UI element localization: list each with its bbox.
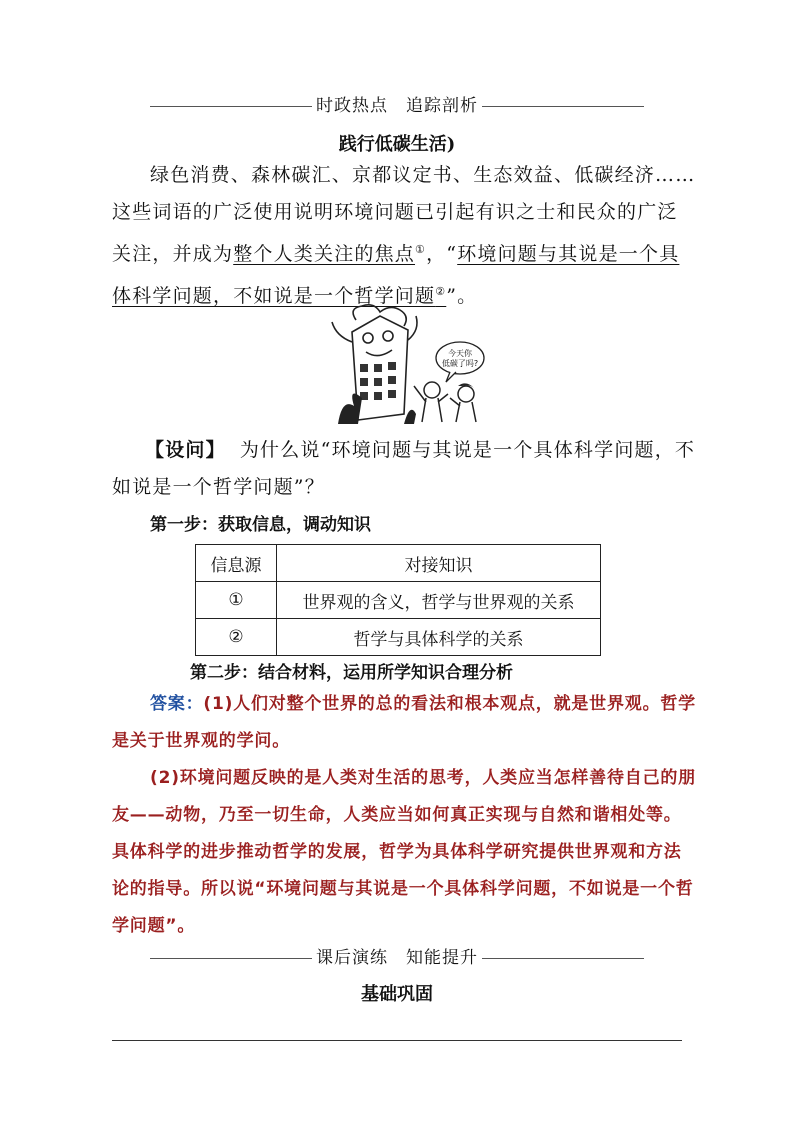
step-2: 第二步：结合材料，运用所学知识合理分析 xyxy=(190,663,513,683)
table-row xyxy=(196,619,601,656)
material-paragraph xyxy=(112,157,697,315)
material-quote: 环境问题与其说是一个具体科学问题，不如说是一个哲学问题② xyxy=(112,243,680,307)
section-title: 基础巩固 xyxy=(361,984,433,1005)
question-paragraph xyxy=(112,432,697,506)
answer-p1-text: (1)人们对整个世界的总的看法和根本观点，就是世界观。哲学是关于世界观的学问。 xyxy=(112,694,696,751)
material-lead: 绿色消费、森林碳汇、京都议定书、生态效益、低碳经济……这些词语的广泛使用说明环境问题已引起有识之士和民众的广泛关注，并成为 xyxy=(112,164,696,265)
answer-p2: (2)环境问题反映的是人类对生活的思考，人类应当怎样善待自己的朋友——动物，乃至一切生命，人类应当如何真正实现与自然和谐相处等。具体科学的进步推动哲学的发展，哲学为具体科学研究提供世界观和方法论的指导。所以说“环境问题与其说是一个具体科学问题，不如说是一个哲学问题”。 xyxy=(112,768,696,936)
table-cell: ② xyxy=(196,619,277,656)
speech-text-line1: 今天你 xyxy=(448,349,472,358)
banner-bottom-text: 课后演练 知能提升 xyxy=(312,948,482,968)
table-header-row xyxy=(196,545,601,582)
table-row xyxy=(196,582,601,619)
step-1: 第一步：获取信息，调动知识 xyxy=(150,515,371,535)
section-banner-bottom xyxy=(0,946,794,970)
table-cell: 世界观的含义，哲学与世界观的关系 xyxy=(277,582,601,619)
material-end: ”。 xyxy=(446,285,478,307)
material-mid: ，“ xyxy=(426,243,458,265)
speech-text-line2: 低碳了吗? xyxy=(441,359,479,368)
section-banner-top xyxy=(0,94,794,118)
answer-p1 xyxy=(112,686,697,760)
material-focus: 整个人类关注的焦点 xyxy=(233,243,416,265)
answer-label: 答案： xyxy=(150,694,204,714)
question-label: 【设问】 xyxy=(145,439,226,461)
topic-title: 践行低碳生活) xyxy=(338,134,456,155)
info-table xyxy=(195,544,601,656)
table-cell: 哲学与具体科学的关系 xyxy=(277,619,601,656)
banner-top-text: 时政热点 追踪剖析 xyxy=(312,96,482,116)
footer-divider xyxy=(112,1040,682,1041)
cartoon-illustration xyxy=(318,302,490,424)
question-text: 为什么说“环境问题与其说是一个具体科学问题，不如说是一个哲学问题”？ xyxy=(112,439,696,498)
mark-1: ① xyxy=(415,243,427,256)
table-header-cell: 对接知识 xyxy=(277,545,601,582)
table-cell: ① xyxy=(196,582,277,619)
table-header-cell: 信息源 xyxy=(196,545,277,582)
